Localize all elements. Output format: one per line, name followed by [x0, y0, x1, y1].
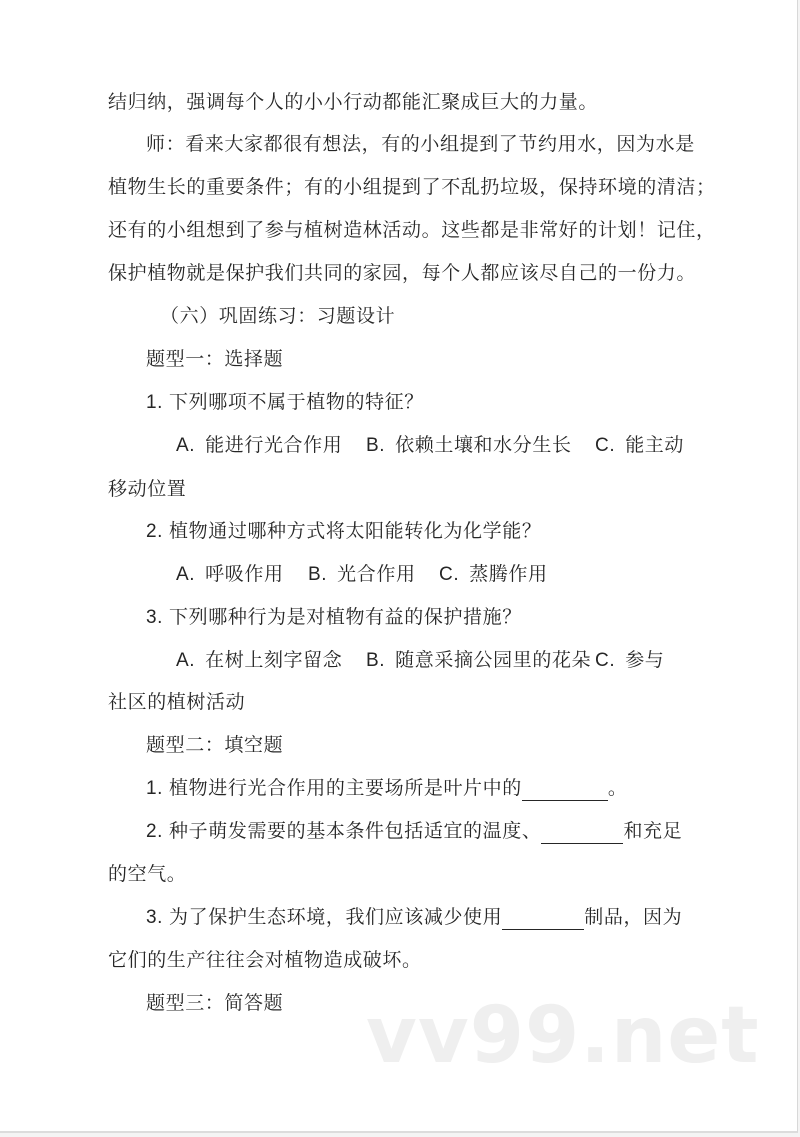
- question-text: 植物进行光合作用的主要场所是叶片中的: [169, 777, 522, 799]
- question-number: 3.: [146, 907, 164, 928]
- option-c: C. 能主动: [595, 434, 685, 456]
- paragraph-line: 还有的小组想到了参与植树造林活动。这些都是非常好的计划！记住，: [108, 219, 716, 241]
- question-wrap: 的空气。: [108, 863, 187, 885]
- choice-question-1: [146, 390, 424, 415]
- type3-heading: 题型三：简答题: [146, 992, 284, 1014]
- question-number: 2.: [146, 821, 164, 842]
- answer-blank[interactable]: [541, 823, 623, 844]
- fill-question-3: 3. 为了保护生态环境，我们应该减少使用 制品，因为: [146, 906, 683, 928]
- option-b: B. 光合作用: [308, 563, 416, 585]
- option-c: C. 参与: [595, 649, 665, 671]
- option-a: A. 在树上刻字留念: [176, 649, 343, 671]
- fill-question-1: 1. 植物进行光合作用的主要场所是叶片中的 。: [146, 777, 628, 799]
- option-c: C. 蒸腾作用: [439, 563, 548, 585]
- choice-options-1: [0, 433, 797, 457]
- option-wrap: 移动位置: [108, 478, 187, 500]
- choice-options-2: [0, 562, 797, 586]
- choice-question-3: [146, 605, 522, 630]
- question-text: 植物通过哪种方式将太阳能转化为化学能？: [169, 520, 542, 542]
- choice-question-2: [146, 519, 541, 544]
- paragraph-line: 保护植物就是保护我们共同的家园，每个人都应该尽自己的一份力。: [108, 262, 697, 284]
- question-number: 1.: [146, 392, 164, 413]
- section-heading: （六）巩固练习：习题设计: [160, 305, 396, 327]
- option-a: A. 能进行光合作用: [176, 434, 343, 456]
- question-number: 3.: [146, 607, 164, 628]
- type1-heading: 题型一：选择题: [146, 348, 284, 370]
- option-a: A. 呼吸作用: [176, 563, 284, 585]
- fill-question-2: 2. 种子萌发需要的基本条件包括适宜的温度、 和充足: [146, 820, 683, 842]
- answer-blank[interactable]: [522, 780, 608, 801]
- paragraph-line: 植物生长的重要条件；有的小组提到了不乱扔垃圾，保持环境的清洁；: [108, 176, 716, 198]
- paragraph-line: 结归纳，强调每个人的小小行动都能汇聚成巨大的力量。: [108, 91, 599, 113]
- question-text: 为了保护生态环境，我们应该减少使用: [169, 906, 503, 928]
- question-text: 种子萌发需要的基本条件包括适宜的温度、: [169, 820, 542, 842]
- option-wrap: 社区的植树活动: [108, 691, 246, 713]
- type2-heading: 题型二：填空题: [146, 734, 284, 756]
- question-number: 1.: [146, 778, 164, 799]
- watermark: vv99.net: [366, 991, 760, 1081]
- question-text: 下列哪项不属于植物的特征？: [169, 391, 424, 413]
- paragraph-line: 师：看来大家都很有想法，有的小组提到了节约用水，因为水是: [146, 133, 695, 155]
- choice-options-3: [0, 648, 797, 672]
- question-wrap: 它们的生产往往会对植物造成破坏。: [108, 949, 422, 971]
- option-b: B. 依赖土壤和水分生长: [366, 434, 572, 456]
- question-number: 2.: [146, 521, 164, 542]
- option-b: B. 随意采摘公园里的花朵: [366, 649, 592, 671]
- answer-blank[interactable]: [502, 909, 584, 930]
- question-text: 下列哪种行为是对植物有益的保护措施？: [169, 606, 522, 628]
